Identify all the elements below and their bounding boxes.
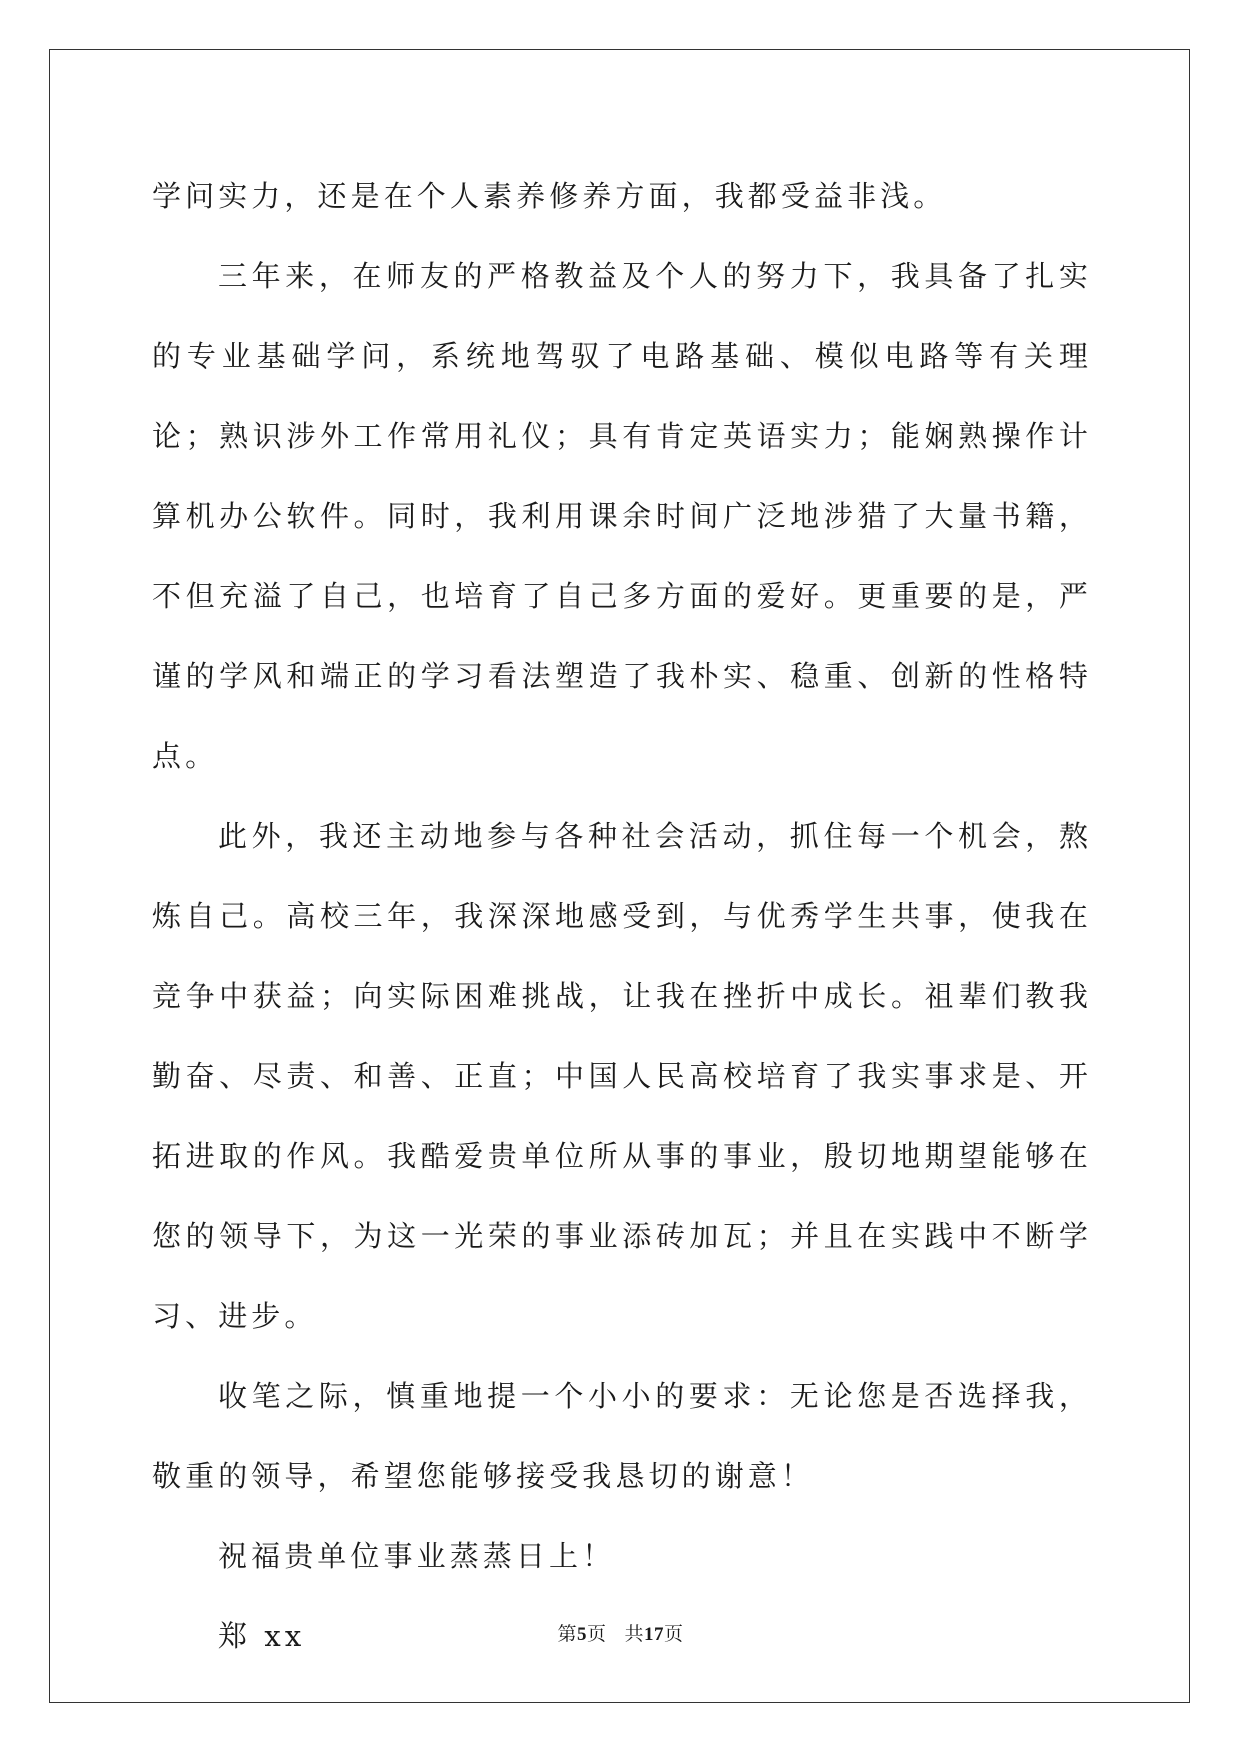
total-suffix: 页 xyxy=(664,1623,684,1645)
total-prefix: 共 xyxy=(624,1623,645,1645)
page-suffix: 页 xyxy=(586,1623,607,1645)
page-footer xyxy=(0,1622,1241,1647)
paragraph-activities: 此外，我还主动地参与各种社会活动，抓住每一个机会，熬炼自己。高校三年，我深深地感受到，与优秀学生共事，使我在竞争中获益；向实际困难挑战，让我在挫折中成长。祖辈们教我勤奋、尽责、和善、正直；中国人民高校培育了我实事求是、开拓进取的作风。我酷爱贵单位所从事的事业，殷切地期望能够在您的领导下，为这一光荣的事业添砖加瓦；并且在实践中不断学习、进步。 xyxy=(152,819,1092,1333)
paragraph-education: 三年来，在师友的严格教益及个人的努力下，我具备了扎实的专业基础学问，系统地驾驭了电路基础、模似电路等有关理论；熟识涉外工作常用礼仪；具有肯定英语实力；能娴熟操作计算机办公软件。同时，我利用课余时间广泛地涉猎了大量书籍，不但充溢了自己，也培育了自己多方面的爱好。更重要的是，严谨的学风和端正的学习看法塑造了我朴实、稳重、创新的性格特点。 xyxy=(152,259,1092,773)
page-number: 5 xyxy=(576,1624,587,1645)
page-prefix: 第 xyxy=(557,1623,577,1645)
total-pages: 17 xyxy=(644,1624,665,1645)
signature: 郑 xx xyxy=(218,1619,306,1653)
paragraph-continuation: 学问实力，还是在个人素养修养方面，我都受益非浅。 xyxy=(152,179,947,213)
paragraph-closing-request: 收笔之际，慎重地提一个小小的要求：无论您是否选择我，敬重的领导，希望您能够接受我恳切的谢意！ xyxy=(152,1379,1092,1493)
letter-body xyxy=(152,156,1092,1676)
paragraph-wishes: 祝福贵单位事业蒸蒸日上！ xyxy=(218,1539,616,1573)
